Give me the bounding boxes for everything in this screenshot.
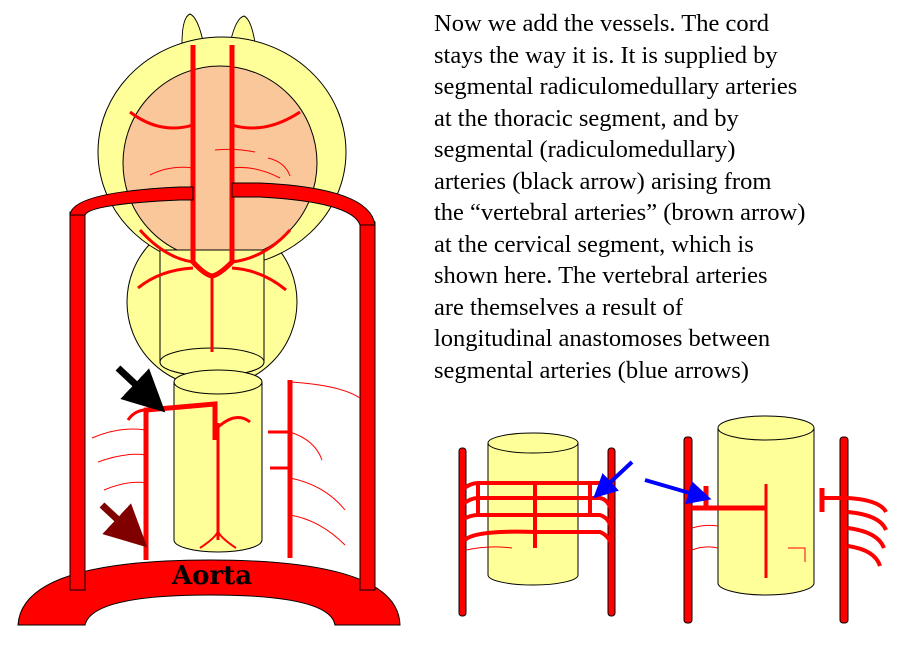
- caption-line: segmental (radiculomedullary): [434, 136, 736, 163]
- brown-arrow: [102, 505, 132, 533]
- caption-line: at the thoracic segment, and by: [434, 104, 739, 132]
- caption-line: at the cervical segment, which is: [434, 230, 754, 258]
- right-outer-vessel: [360, 222, 375, 590]
- caption-line: the “vertebral arteries” (brown arrow): [434, 199, 806, 226]
- left-outer-vessel: [70, 212, 85, 590]
- aorta-label: Aorta: [172, 561, 253, 591]
- blue-arrow-left: [602, 462, 632, 490]
- black-arrow: [118, 368, 150, 398]
- main-figure: [18, 14, 400, 625]
- caption-line: are themselves a result of: [434, 293, 683, 321]
- caption-line: shown here. The vertebral arteries: [434, 262, 768, 289]
- explanation-text: [434, 8, 896, 386]
- caption-line: segmental radiculomedullary arteries: [434, 73, 798, 100]
- caption-line: stays the way it is. It is supplied by: [434, 41, 778, 69]
- small-figure-right: [645, 416, 886, 623]
- caption-line: arteries (black arrow) arising from: [434, 167, 772, 195]
- small-figure-left: [459, 433, 632, 616]
- caption-line: segmental arteries (blue arrows): [434, 356, 749, 384]
- caption-line: longitudinal anastomoses between: [434, 325, 771, 352]
- caption-line: Now we add the vessels. The cord: [434, 10, 769, 37]
